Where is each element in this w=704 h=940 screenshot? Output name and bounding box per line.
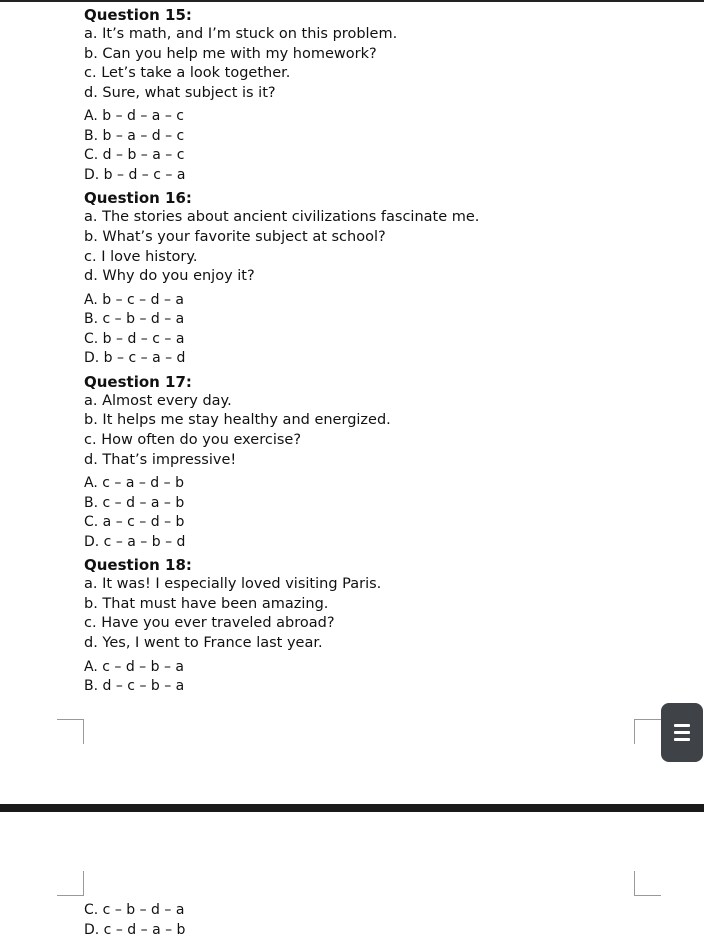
sentence-a: a. It was! I especially loved visiting Paris. — [84, 575, 684, 595]
sentence-a: a. Almost every day. — [84, 392, 684, 412]
sentence-d: d. Why do you enjoy it? — [84, 267, 684, 287]
option-a: A. c – a – d – b — [84, 474, 684, 494]
sentence-b: b. It helps me stay healthy and energized. — [84, 411, 684, 431]
option-b: B. b – a – d – c — [84, 127, 684, 147]
option-a: A. c – d – b – a — [84, 658, 684, 678]
crop-mark-bottom-right — [634, 871, 661, 896]
sentence-c: c. Have you ever traveled abroad? — [84, 614, 684, 634]
option-d: D. c – d – a – b — [84, 921, 384, 940]
sentence-b: b. Can you help me with my homework? — [84, 45, 684, 65]
menu-button[interactable] — [661, 703, 703, 762]
question-title: Question 15: — [84, 6, 684, 25]
sentence-d: d. Yes, I went to France last year. — [84, 634, 684, 654]
option-c: C. b – d – c – a — [84, 330, 684, 350]
option-b: B. d – c – b – a — [84, 677, 684, 697]
option-b: B. c – d – a – b — [84, 494, 684, 514]
question-18 — [84, 556, 684, 696]
option-c: C. d – b – a – c — [84, 146, 684, 166]
answer-options — [84, 658, 684, 697]
page-separator — [0, 804, 704, 812]
crop-mark-top-right — [634, 719, 661, 744]
question-16 — [84, 189, 684, 368]
option-d: D. b – d – c – a — [84, 166, 684, 186]
sentence-b: b. That must have been amazing. — [84, 595, 684, 615]
question-17 — [84, 373, 684, 552]
sentence-c: c. How often do you exercise? — [84, 431, 684, 451]
option-a: A. b – c – d – a — [84, 291, 684, 311]
sentence-a: a. It’s math, and I’m stuck on this problem. — [84, 25, 684, 45]
answer-options — [84, 474, 684, 552]
sentence-a: a. The stories about ancient civilizations fascinate me. — [84, 208, 684, 228]
answer-options — [84, 107, 684, 185]
question-title: Question 18: — [84, 556, 684, 575]
sentence-c: c. I love history. — [84, 248, 684, 268]
sentence-c: c. Let’s take a look together. — [84, 64, 684, 84]
option-d: D. c – a – b – d — [84, 533, 684, 553]
hamburger-menu-icon — [674, 724, 690, 727]
sentence-d: d. That’s impressive! — [84, 451, 684, 471]
answer-options — [84, 291, 684, 369]
question-15 — [84, 6, 684, 185]
sentence-b: b. What’s your favorite subject at school? — [84, 228, 684, 248]
page-1-content — [84, 6, 684, 701]
question-title: Question 17: — [84, 373, 684, 392]
crop-mark-bottom-left — [57, 871, 84, 896]
page-top-border — [0, 0, 704, 2]
page-2-content — [84, 901, 384, 940]
option-b: B. c – b – d – a — [84, 310, 684, 330]
crop-mark-top-left — [57, 719, 84, 744]
option-c: C. c – b – d – a — [84, 901, 384, 921]
option-c: C. a – c – d – b — [84, 513, 684, 533]
sentence-d: d. Sure, what subject is it? — [84, 84, 684, 104]
option-d: D. b – c – a – d — [84, 349, 684, 369]
option-a: A. b – d – a – c — [84, 107, 684, 127]
question-title: Question 16: — [84, 189, 684, 208]
